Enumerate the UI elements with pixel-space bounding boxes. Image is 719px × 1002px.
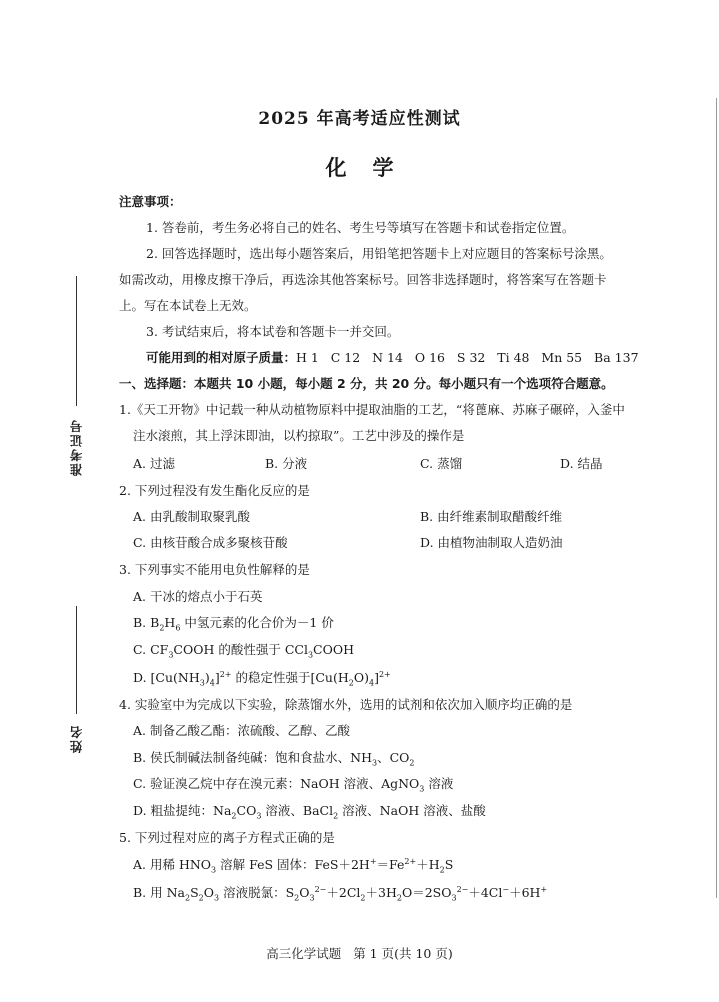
exam-id-label: 准考证号 [69, 418, 84, 476]
notice-item-2-line2: 如需改动，用橡皮擦干净后，再选涂其他答案标号。回答非选择题时，将答案写在答题卡 [119, 272, 607, 287]
q2-option-a: A. 由乳酸制取聚乳酸 [133, 509, 250, 524]
q3-option-a: A. 干冰的熔点小于石英 [133, 589, 263, 604]
notice-heading: 注意事项： [119, 194, 182, 209]
q2-option-c: C. 由核苷酸合成多聚核苷酸 [133, 535, 288, 550]
page-title: 2025 年高考适应性测试 [258, 109, 461, 129]
q2-option-d: D. 由植物油制取人造奶油 [420, 535, 563, 550]
atomic-mass-label: 可能用到的相对原子质量： [146, 350, 297, 365]
q1-option-d: D. 结晶 [560, 456, 603, 471]
q4-option-a: A. 制备乙酸乙酯：浓硫酸、乙醇、乙酸 [133, 723, 350, 738]
q3-option-d: D. $[Cu(NH_3)_4]^{2+}$ 的稳定性强于$[Cu(H_2O)_4]^{2+}$ [133, 669, 391, 688]
page-footer: 高三化学试题 第 1 页(共 10 页) [266, 946, 453, 961]
q2-option-b: B. 由纤维素制取醋酸纤维 [420, 509, 563, 524]
subject-title: 化学 [325, 155, 420, 180]
atomic-mass-values: H 1 C 12 N 14 O 16 S 32 Ti 48 Mn 55 Ba 137 [296, 350, 639, 365]
notice-item-3: 3. 考试结束后，将本试卷和答题卡一并交回。 [146, 324, 400, 339]
q3-option-b: B. $B_2H_6$ 中氢元素的化合价为－1 价 [133, 615, 334, 633]
q5-stem: 5. 下列过程对应的离子方程式正确的是 [119, 830, 335, 845]
section-heading: 一、选择题：本题共 10 小题，每小题 2 分，共 20 分。每小题只有一个选项符合题意。 [119, 376, 614, 391]
atomic-mass-line [146, 350, 639, 366]
q4-option-b: B. 侯氏制碱法制备纯碱：饱和食盐水、$NH_3$、$CO_2$ [133, 750, 415, 768]
q4-option-d: D. 粗盐提纯：$Na_2CO_3$ 溶液、BaCl$_2$ 溶液、NaOH 溶液、盐酸 [133, 803, 486, 821]
q1-stem-line2: 注水滚煎，其上浮沫即油，以杓掠取”。工艺中涉及的操作是 [133, 428, 465, 443]
q1-option-a: A. 过滤 [133, 456, 175, 471]
exam-id-line [76, 276, 77, 406]
q1-stem-line1: 1.《天工开物》中记载一种从动植物原料中提取油脂的工艺，“将蓖麻、苏麻子碾碎，入釜中 [119, 402, 625, 417]
right-border-line [716, 98, 717, 898]
q2-stem: 2. 下列过程没有发生酯化反应的是 [119, 483, 310, 498]
name-label: 姓名 [69, 724, 84, 753]
notice-item-1: 1. 答卷前，考生务必将自己的姓名、考生号等填写在答题卡和试卷指定位置。 [146, 220, 575, 235]
q3-stem: 3. 下列事实不能用电负性解释的是 [119, 562, 310, 577]
name-line [76, 606, 77, 714]
q1-option-b: B. 分液 [265, 456, 308, 471]
q3-option-c: C. $CF_3COOH$ 的酸性强于 CCl$_3$COOH [133, 642, 355, 660]
q5-option-a: A. 用稀 $HNO_3$ 溶解 FeS 固体：$FeS+2H^+=Fe^{2+}+H_2S$ [133, 856, 454, 875]
notice-item-2-line1: 2. 回答选择题时，选出每小题答案后，用铅笔把答题卡上对应题目的答案标号涂黑。 [146, 246, 612, 261]
notice-item-2-line3: 上。写在本试卷上无效。 [119, 298, 257, 313]
q4-stem: 4. 实验室中为完成以下实验，除蒸馏水外，选用的试剂和依次加入顺序均正确的是 [119, 697, 573, 712]
q4-option-c: C. 验证溴乙烷中存在溴元素：NaOH 溶液、AgNO$_3$ 溶液 [133, 776, 454, 794]
q1-option-c: C. 蒸馏 [420, 456, 463, 471]
q5-option-b: B. 用 $Na_2S_2O_3$ 溶液脱氯：$S_2O_3^{2-}+2Cl_2+3H_2O=2SO_3^{2-}+4Cl^-+6H^+$ [133, 884, 548, 903]
